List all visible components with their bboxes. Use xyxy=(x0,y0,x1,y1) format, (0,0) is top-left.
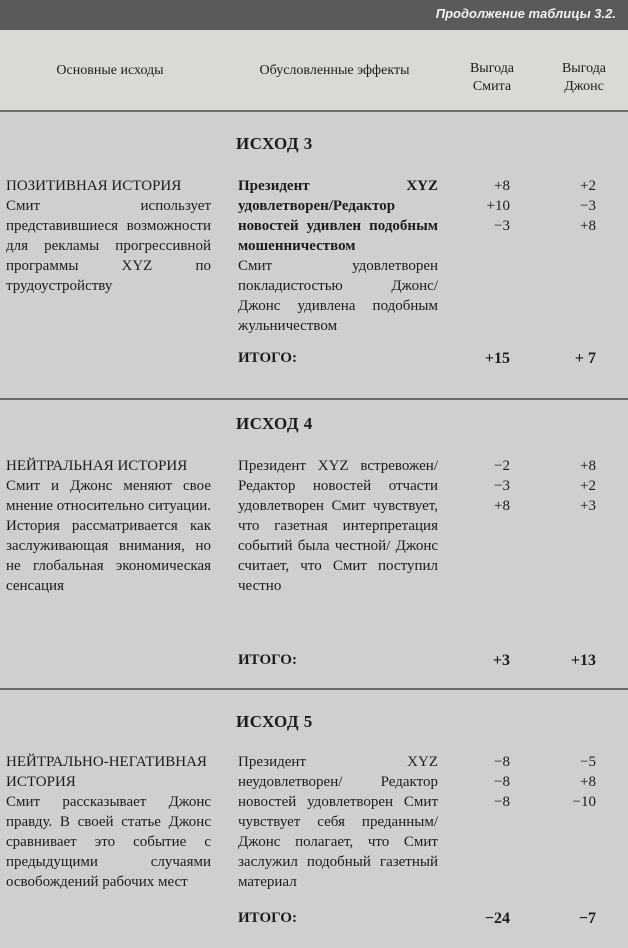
smith-value: −8 xyxy=(494,794,510,810)
jones-value: −3 xyxy=(580,198,596,214)
outcome-section-3 xyxy=(0,112,628,400)
header-jones xyxy=(552,60,616,96)
jones-value: +8 xyxy=(580,218,596,234)
outcome-story xyxy=(6,176,211,296)
total-jones: + 7 xyxy=(574,350,596,367)
smith-values xyxy=(450,176,510,236)
outcome-effects xyxy=(238,176,438,336)
total-smith: −24 xyxy=(484,910,510,927)
total-jones: −7 xyxy=(578,910,596,927)
story-title: НЕЙТРАЛЬНО-НЕГАТИВНАЯ ИСТОРИЯ xyxy=(6,754,207,790)
outcome-story xyxy=(6,456,211,596)
effects-text: Президент XYZ встревожен/ Редактор новостей отчасти удовлетворен Смит чувствует, что газетная интерпретация событий была честной/ Джонс считает, что Смит поступил честно xyxy=(238,458,438,594)
smith-value: +8 xyxy=(494,178,510,194)
continuation-label: Продолжение таблицы 3.2. xyxy=(435,6,616,21)
total-label: ИТОГО: xyxy=(238,350,297,366)
outcome-effects xyxy=(238,456,438,596)
jones-values xyxy=(540,456,596,516)
outcome-title: ИСХОД 4 xyxy=(236,414,313,433)
jones-value: +2 xyxy=(580,478,596,494)
effects-text: Смит удовлетворен покладистостью Джонс/ Джонс удивлена подобным жульничеством xyxy=(238,258,438,334)
total-label: ИТОГО: xyxy=(238,910,297,926)
header-smith xyxy=(460,60,524,96)
story-title: ПОЗИТИВНАЯ ИСТОРИЯ xyxy=(6,178,182,194)
jones-values xyxy=(540,752,596,812)
jones-values xyxy=(540,176,596,236)
header-smith-line2: Смита xyxy=(472,79,512,94)
total-smith: +15 xyxy=(484,350,510,367)
outcome-effects xyxy=(238,752,438,892)
smith-value: −3 xyxy=(494,478,510,494)
total-label: ИТОГО: xyxy=(238,652,297,668)
jones-value: +8 xyxy=(580,774,596,790)
header-jones-line2: Джонс xyxy=(564,79,604,94)
jones-value: +8 xyxy=(580,458,596,474)
outcome-story xyxy=(6,752,211,892)
smith-values xyxy=(450,752,510,812)
total-smith: +3 xyxy=(492,652,510,669)
smith-value: +8 xyxy=(494,498,510,514)
smith-value: −3 xyxy=(494,218,510,234)
continuation-bar xyxy=(0,0,628,30)
header-smith-line1: Выгода xyxy=(469,61,515,76)
header-jones-line1: Выгода xyxy=(561,61,607,76)
outcome-section-5 xyxy=(0,690,628,948)
header-effects: Обусловленные эффекты xyxy=(259,63,410,78)
jones-value: −10 xyxy=(572,794,596,810)
smith-values xyxy=(450,456,510,516)
jones-value: +3 xyxy=(580,498,596,514)
outcome-title: ИСХОД 3 xyxy=(236,134,313,153)
table-header xyxy=(0,30,628,112)
smith-value: −2 xyxy=(494,458,510,474)
story-text: Смит использует представившиеся возможности для рекламы прогрессивной программы XYZ по трудоустройству xyxy=(6,198,211,294)
header-outcomes: Основные исходы xyxy=(56,63,164,78)
jones-value: +2 xyxy=(580,178,596,194)
smith-value: −8 xyxy=(494,754,510,770)
outcome-section-4 xyxy=(0,400,628,690)
story-text: Смит рассказывает Джонс правду. В своей статье Джонс сравнивает это событие с предыдущими случаями освобождений рабочих мест xyxy=(6,794,211,890)
story-title: НЕЙТРАЛЬНАЯ ИСТОРИЯ xyxy=(6,458,188,474)
outcome-title: ИСХОД 5 xyxy=(236,712,313,731)
jones-value: −5 xyxy=(580,754,596,770)
smith-value: +10 xyxy=(486,198,510,214)
smith-value: −8 xyxy=(494,774,510,790)
effects-bold-text: Президент XYZ удовлетворен/Редактор новостей удивлен подобным мошенничеством xyxy=(238,178,438,254)
story-text: Смит и Джонс меняют свое мнение относительно ситуации. История рассматривается как заслуживающая внимания, но не глобальная экономическая сенсация xyxy=(6,478,211,594)
total-jones: +13 xyxy=(570,652,596,669)
effects-text: Президент XYZ неудовлетворен/ Редактор новостей удовлетворен Смит чувствует себя преданным/ Джонс полагает, что Смит заслужил подобный газетный материал xyxy=(238,754,438,890)
